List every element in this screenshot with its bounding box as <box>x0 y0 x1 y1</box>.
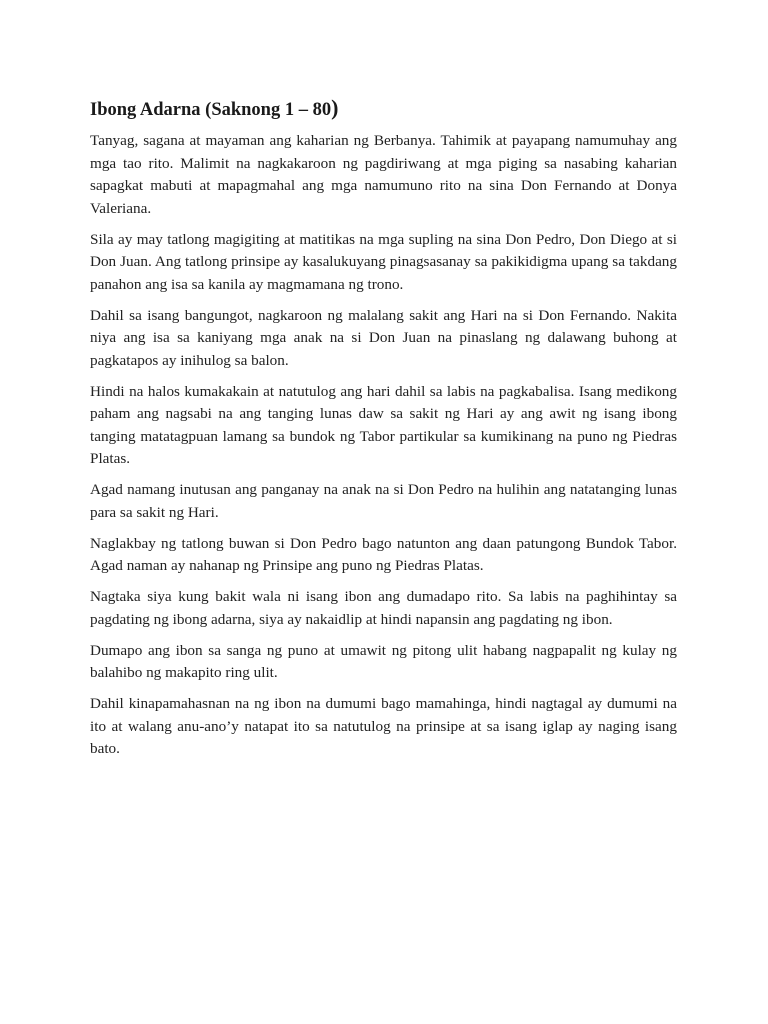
document-title-paren: ) <box>331 95 339 120</box>
paragraph-2: Sila ay may tatlong magigiting at matitikas na mga supling na sina Don Pedro, Don Diego at si Don Juan. Ang tatlong prinsipe ay kasalukuyang pinagsasanay sa pakikidigma upang sa takdang panahon ang isa sa kanila ay magmamana ng trono. <box>90 230 677 293</box>
paragraph-7: Nagtaka siya kung bakit wala ni isang ibon ang dumadapo rito. Sa labis na paghihintay sa pagdating ng ibong adarna, siya ay nakaidlip at hindi napansin ang pagdating ng ibon. <box>90 588 677 628</box>
document-page <box>90 94 677 769</box>
paragraph-5: Agad namang inutusan ang panganay na anak na si Don Pedro na hulihin ang natatanging lunas para sa sakit ng Hari. <box>90 481 677 521</box>
paragraph-8: Dumapo ang ibon sa sanga ng puno at umawit ng pitong ulit habang nagpapalit ng kulay ng balahibo ng makapito ring ulit. <box>90 641 677 681</box>
paragraph-6: Naglakbay ng tatlong buwan si Don Pedro bago natunton ang daan patungong Bundok Tabor. Agad naman ay nahanap ng Prinsipe ang puno ng Piedras Platas. <box>90 534 677 574</box>
paragraph-9: Dahil kinapamahasnan na ng ibon na dumumi bago mamahinga, hindi nagtagal ay dumumi na ito at walang anu-ano’y natapat ito sa natutulog na prinsipe at sa isang iglap ay naging isang bato. <box>90 695 677 757</box>
paragraph-3: Dahil sa isang bangungot, nagkaroon ng malalang sakit ang Hari na si Don Fernando. Nakita niya ang isa sa kaniyang mga anak na si Don Juan na pinaslang ng dalawang buhong at pagkatapos ay inihulog sa balon. <box>90 306 677 369</box>
document-title-text: Ibong Adarna (Saknong 1 – 80 <box>90 100 332 120</box>
paragraph-1: Tanyag, sagana at mayaman ang kaharian ng Berbanya. Tahimik at payapang namumuhay ang mga tao rito. Malimit na nagkakaroon ng pagdiriwang at mga piging sa nasabing kaharian sapagkat mabuti at mapagmahal ang mga namumuno rito na sina Don Fernando at Donya Valeriana. <box>90 132 677 217</box>
document-title <box>90 94 677 124</box>
paragraph-4: Hindi na halos kumakakain at natutulog ang hari dahil sa labis na pagkabalisa. Isang medikong paham ang nagsabi na ang tanging lunas daw sa sakit ng Hari ay ang awit ng isang ibong tanging matatagpuan lamang sa bundok ng Tabor partikular sa kumikinang na puno ng Piedras Platas. <box>90 382 677 467</box>
